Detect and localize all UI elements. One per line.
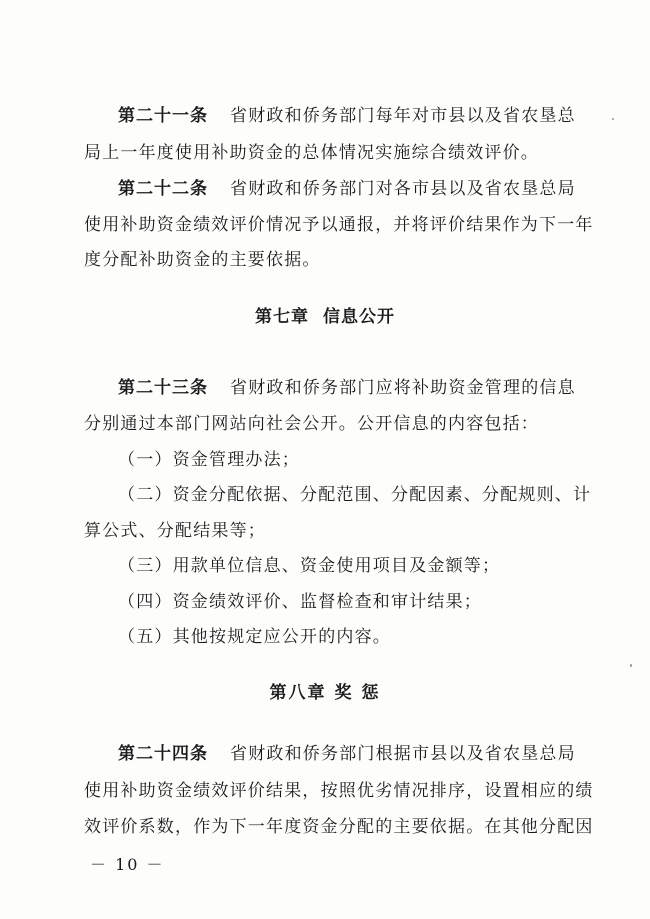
- article-23-first-line: [118, 378, 618, 398]
- chapter-7-number: 第七章: [255, 307, 309, 327]
- article-21-text-2: 局上一年度使用补助资金的总体情况实施综合绩效评价。: [84, 143, 539, 163]
- article-23-item-2-cont: 算公式、分配结果等；: [84, 521, 266, 541]
- scan-speck: [630, 664, 632, 667]
- article-22-text-2: 使用补助资金绩效评价情况予以通报，并将评价结果作为下一年: [84, 215, 594, 235]
- article-23-item-3: （三）用款单位信息、资金使用项目及金额等；: [118, 556, 501, 576]
- article-22-text-3: 度分配补助资金的主要依据。: [84, 250, 321, 270]
- chapter-8-title: 奖 惩: [334, 683, 381, 703]
- article-21-label: 第二十一条: [118, 106, 208, 126]
- article-23-item-1: （一）资金管理办法；: [118, 450, 300, 470]
- article-22-text-1: 省财政和侨务部门对各市县以及省农垦总局: [230, 179, 576, 199]
- article-23-text-2: 分别通过本部门网站向社会公开。公开信息的内容包括：: [84, 414, 539, 434]
- scan-speck: [612, 118, 614, 120]
- article-23-item-4: （四）资金绩效评价、监督检查和审计结果；: [118, 592, 482, 612]
- chapter-8-number: 第八章: [269, 683, 327, 703]
- article-23-label: 第二十三条: [118, 378, 208, 398]
- article-23-item-5: （五）其他按规定应公开的内容。: [118, 627, 391, 647]
- page-number: － 10 －: [90, 855, 165, 874]
- chapter-7-heading: [0, 307, 650, 327]
- article-24-text-2: 使用补助资金绩效评价结果，按照优劣情况排序，设置相应的绩: [84, 781, 594, 801]
- chapter-8-heading: [0, 683, 650, 703]
- article-21-text-1: 省财政和侨务部门每年对市县以及省农垦总: [230, 106, 576, 126]
- article-24-first-line: [118, 744, 618, 764]
- article-24-text-1: 省财政和侨务部门根据市县以及省农垦总局: [230, 744, 576, 764]
- article-22-label: 第二十二条: [118, 179, 208, 199]
- article-22-first-line: [118, 179, 618, 199]
- article-24-text-3: 效评价系数，作为下一年度资金分配的主要依据。在其他分配因: [84, 817, 594, 837]
- article-23-text-1: 省财政和侨务部门应将补助资金管理的信息: [230, 378, 576, 398]
- article-23-item-2: （二）资金分配依据、分配范围、分配因素、分配规则、计: [118, 485, 592, 505]
- article-24-label: 第二十四条: [118, 744, 208, 764]
- article-21-first-line: [118, 106, 618, 126]
- chapter-7-title: 信息公开: [323, 307, 395, 327]
